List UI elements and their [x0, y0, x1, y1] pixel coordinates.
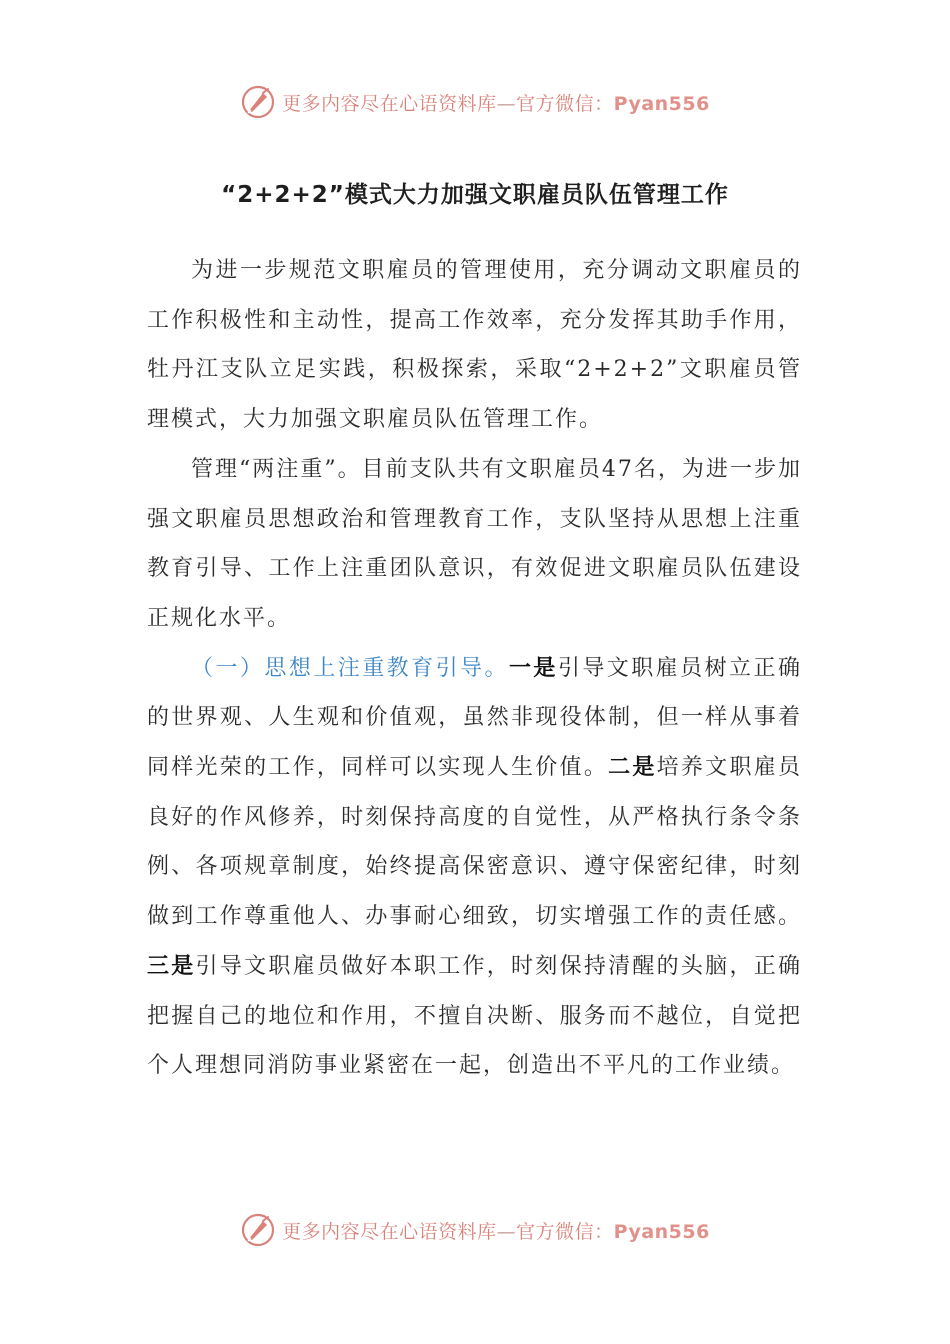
banner-main: 更多内容尽在心语资料库 — [282, 1220, 497, 1243]
banner-wechat-label: 官方微信： — [516, 1220, 614, 1243]
header-banner — [0, 82, 950, 122]
quill-pen-logo-icon — [240, 1212, 276, 1248]
banner-wechat-id: Pyan556 — [613, 1220, 710, 1243]
paragraph-intro: 为进一步规范文职雇员的管理使用，充分调动文职雇员的工作积极性和主动性，提高工作效率，充分发挥其助手作用，牡丹江支队立足实践，积极探索，采取“2+2+2”文职雇员管理模式，大力加强文职雇员队伍管理工作。 — [147, 258, 802, 433]
point-two-label: 二是 — [608, 754, 657, 781]
banner-main: 更多内容尽在心语资料库 — [282, 92, 497, 115]
banner-text — [282, 1217, 710, 1244]
section-heading: （一）思想上注重教育引导。 — [191, 655, 509, 681]
banner-wechat-id: Pyan556 — [613, 92, 710, 115]
quill-pen-logo-icon — [240, 84, 276, 120]
point-one-text: 引导文职雇员树立正确的世界观、人生观和价值观，虽然非现役体制，但一样从事着同样光荣的工作，同样可以实现人生价值。 — [147, 655, 802, 781]
banner-wechat-label: 官方微信： — [516, 92, 614, 115]
point-three-label: 三是 — [147, 952, 196, 979]
point-one-label: 一是 — [508, 654, 558, 681]
banner-separator: — — [496, 92, 517, 115]
paragraph-management: 管理“两注重”。目前支队共有文职雇员47名，为进一步加强文职雇员思想政治和管理教育工作，支队坚持从思想上注重教育引导、工作上注重团队意识，有效促进文职雇员队伍建设正规化水平。 — [147, 456, 802, 631]
banner-text — [282, 89, 710, 116]
document-body — [147, 246, 802, 1091]
point-two-text: 培养文职雇员良好的作风修养，时刻保持高度的自觉性，从严格执行条令条例、各项规章制度，始终提高保密意识、遵守保密纪律，时刻做到工作尊重他人、办事耐心细致，切实增强工作的责任感。 — [147, 755, 802, 930]
banner-separator: — — [496, 1220, 517, 1243]
document-title: “2+2+2”模式大力加强文职雇员队伍管理工作 — [221, 182, 729, 208]
paragraph-section-one — [147, 644, 802, 1091]
footer-banner — [0, 1210, 950, 1250]
point-three-text: 引导文职雇员做好本职工作，时刻保持清醒的头脑，正确把握自己的地位和作用，不擅自决断、服务而不越位，自觉把个人理想同消防事业紧密在一起，创造出不平凡的工作业绩。 — [147, 953, 802, 1079]
